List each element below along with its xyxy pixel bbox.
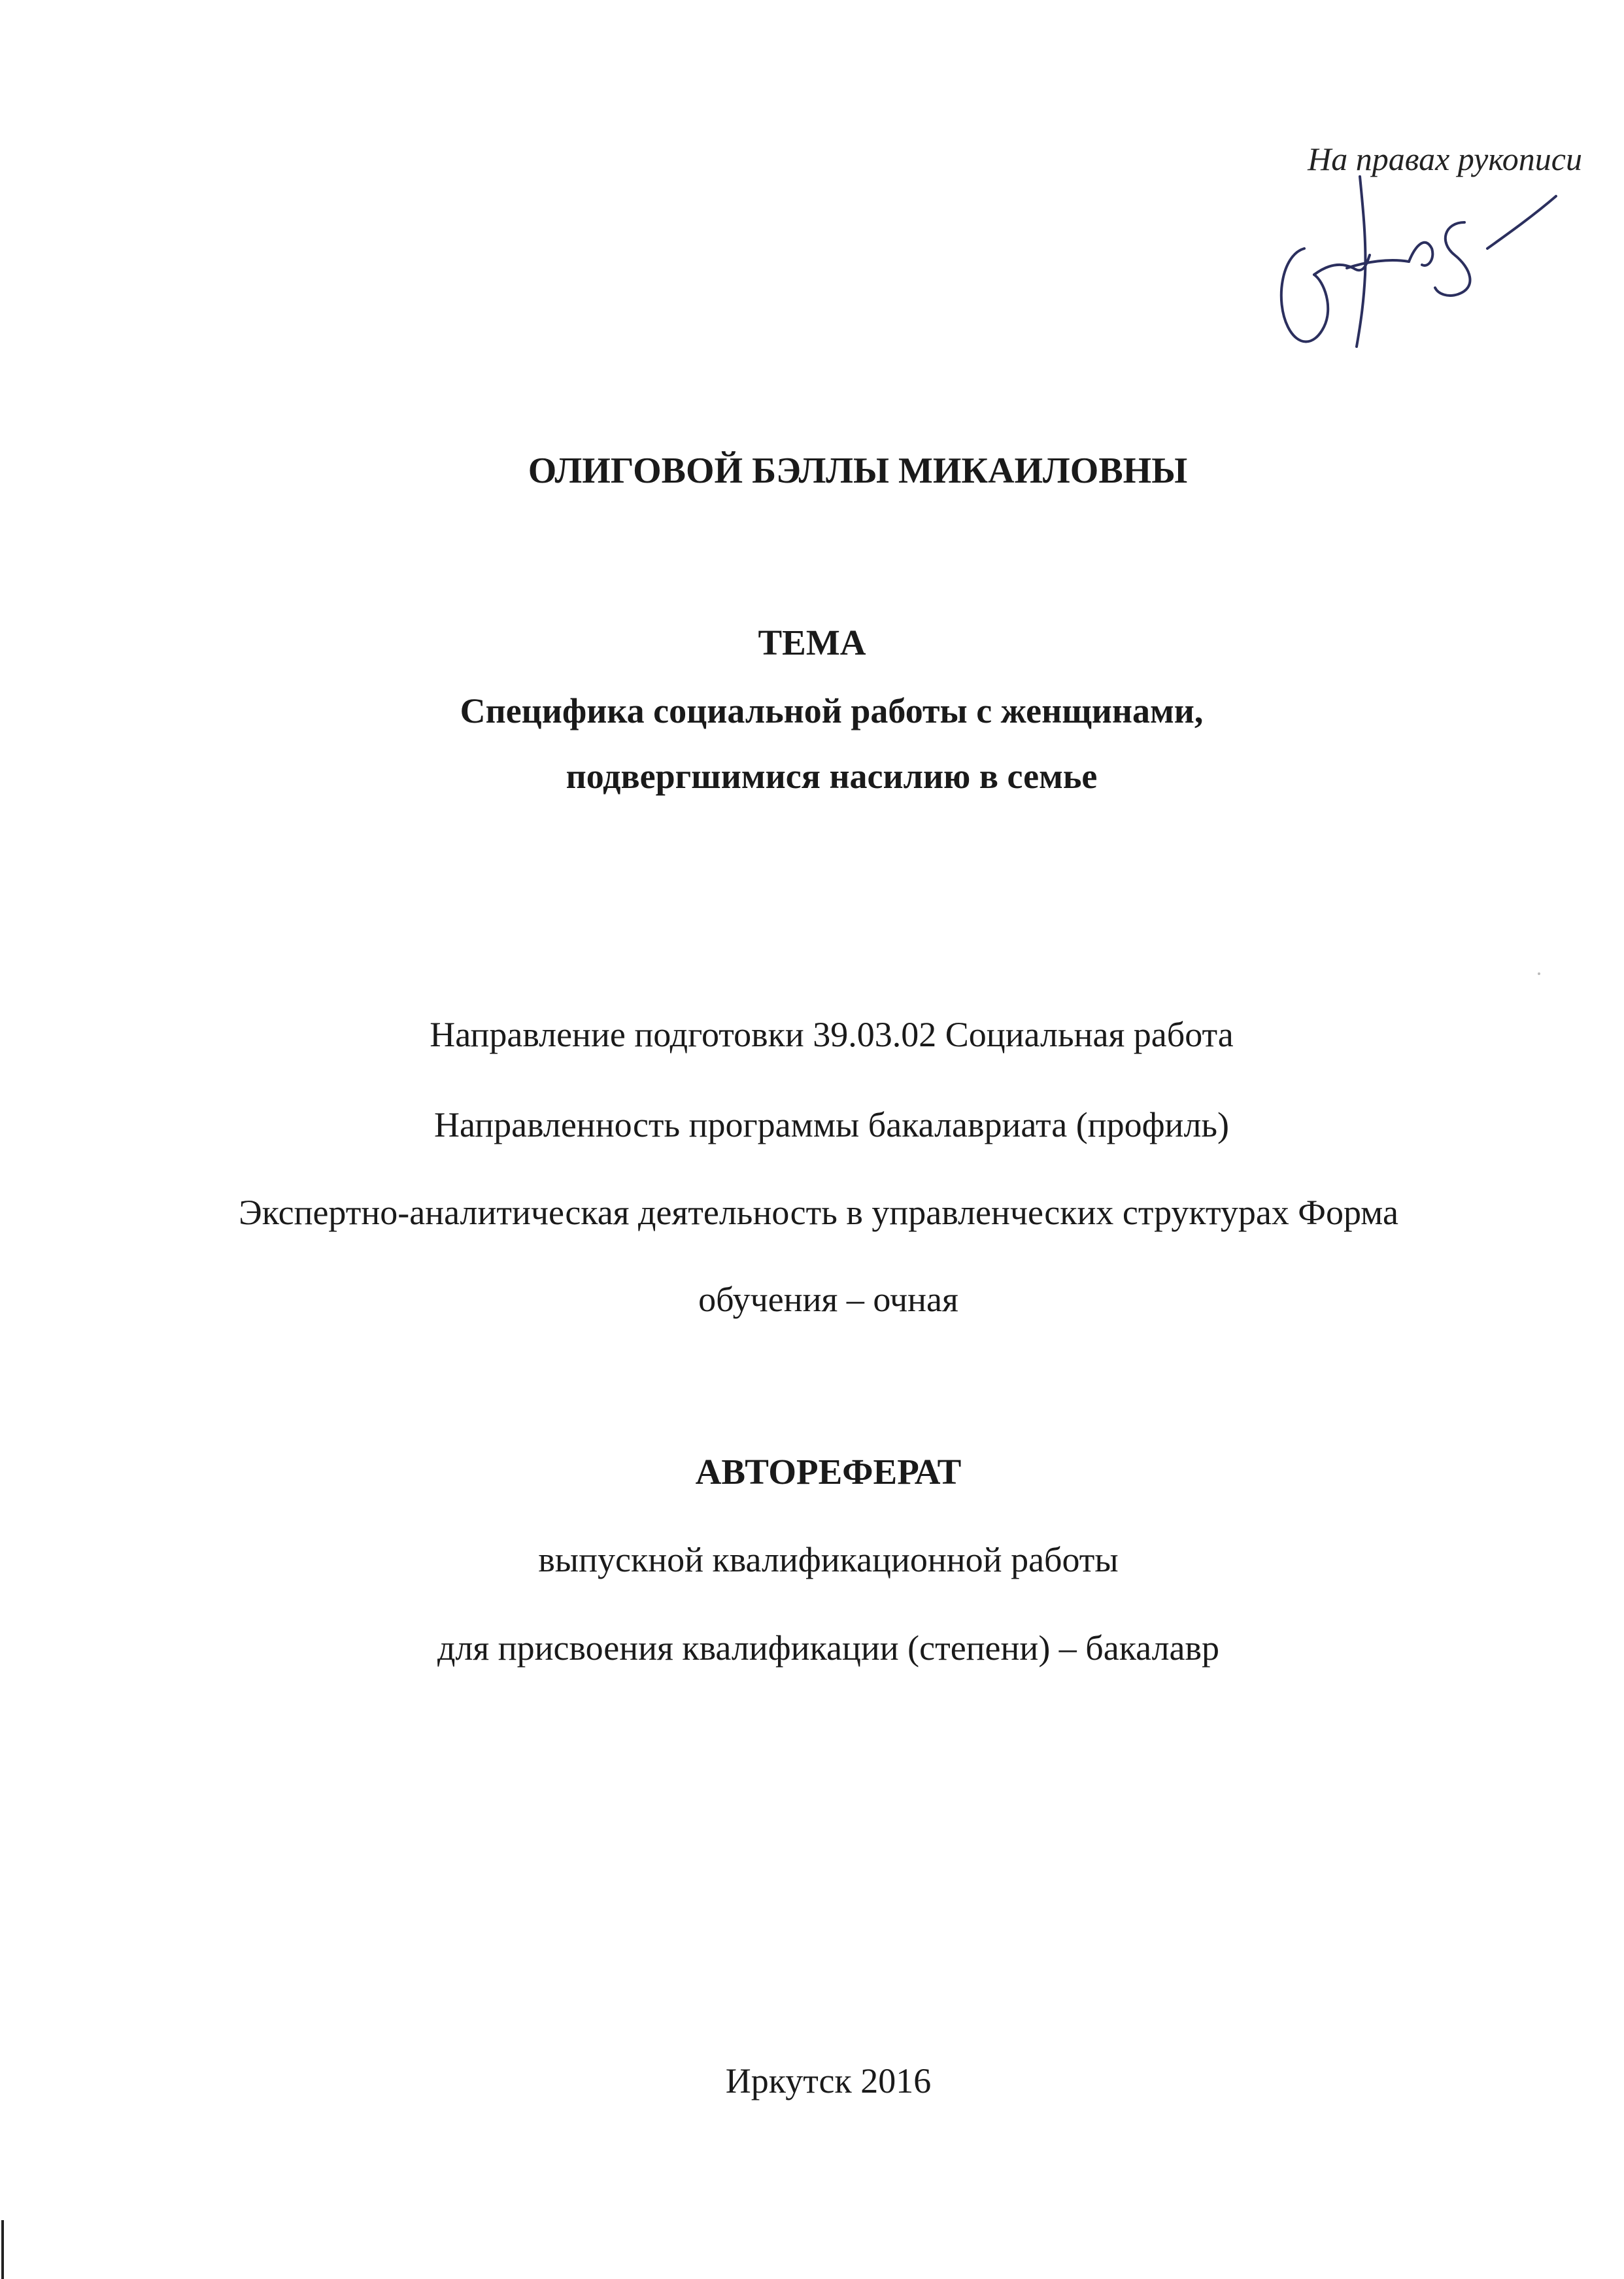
handwritten-signature: [1268, 150, 1576, 360]
abstract-description-line-1: выпускной квалификационной работы: [538, 1540, 1119, 1579]
author-name: ОЛИГОВОЙ БЭЛЛЫ МИКАИЛОВНЫ: [528, 451, 1188, 491]
manuscript-rights-note: На правах рукописи: [1308, 141, 1582, 177]
program-profile: Экспертно-аналитическая деятельность в управленческих структурах Форма: [239, 1193, 1398, 1232]
scan-speck: [1538, 972, 1540, 975]
study-form: обучения – очная: [698, 1280, 958, 1319]
program-focus: Направленность программы бакалавриата (профиль): [433, 1105, 1230, 1144]
theme-title-line-1: Специфика социальной работы с женщинами,: [460, 691, 1204, 730]
scan-edge-mark: [1, 2220, 4, 2279]
theme-heading: ТЕМА: [758, 623, 866, 662]
theme-title-line-2: подвергшимися насилию в семье: [566, 757, 1098, 796]
abstract-heading: АВТОРЕФЕРАТ: [695, 1452, 962, 1492]
city-and-year: Иркутск 2016: [725, 2061, 932, 2100]
training-direction: Направление подготовки 39.03.02 Социальная работа: [430, 1015, 1234, 1054]
abstract-description-line-2: для присвоения квалификации (степени) – бакалавр: [437, 1628, 1220, 1668]
